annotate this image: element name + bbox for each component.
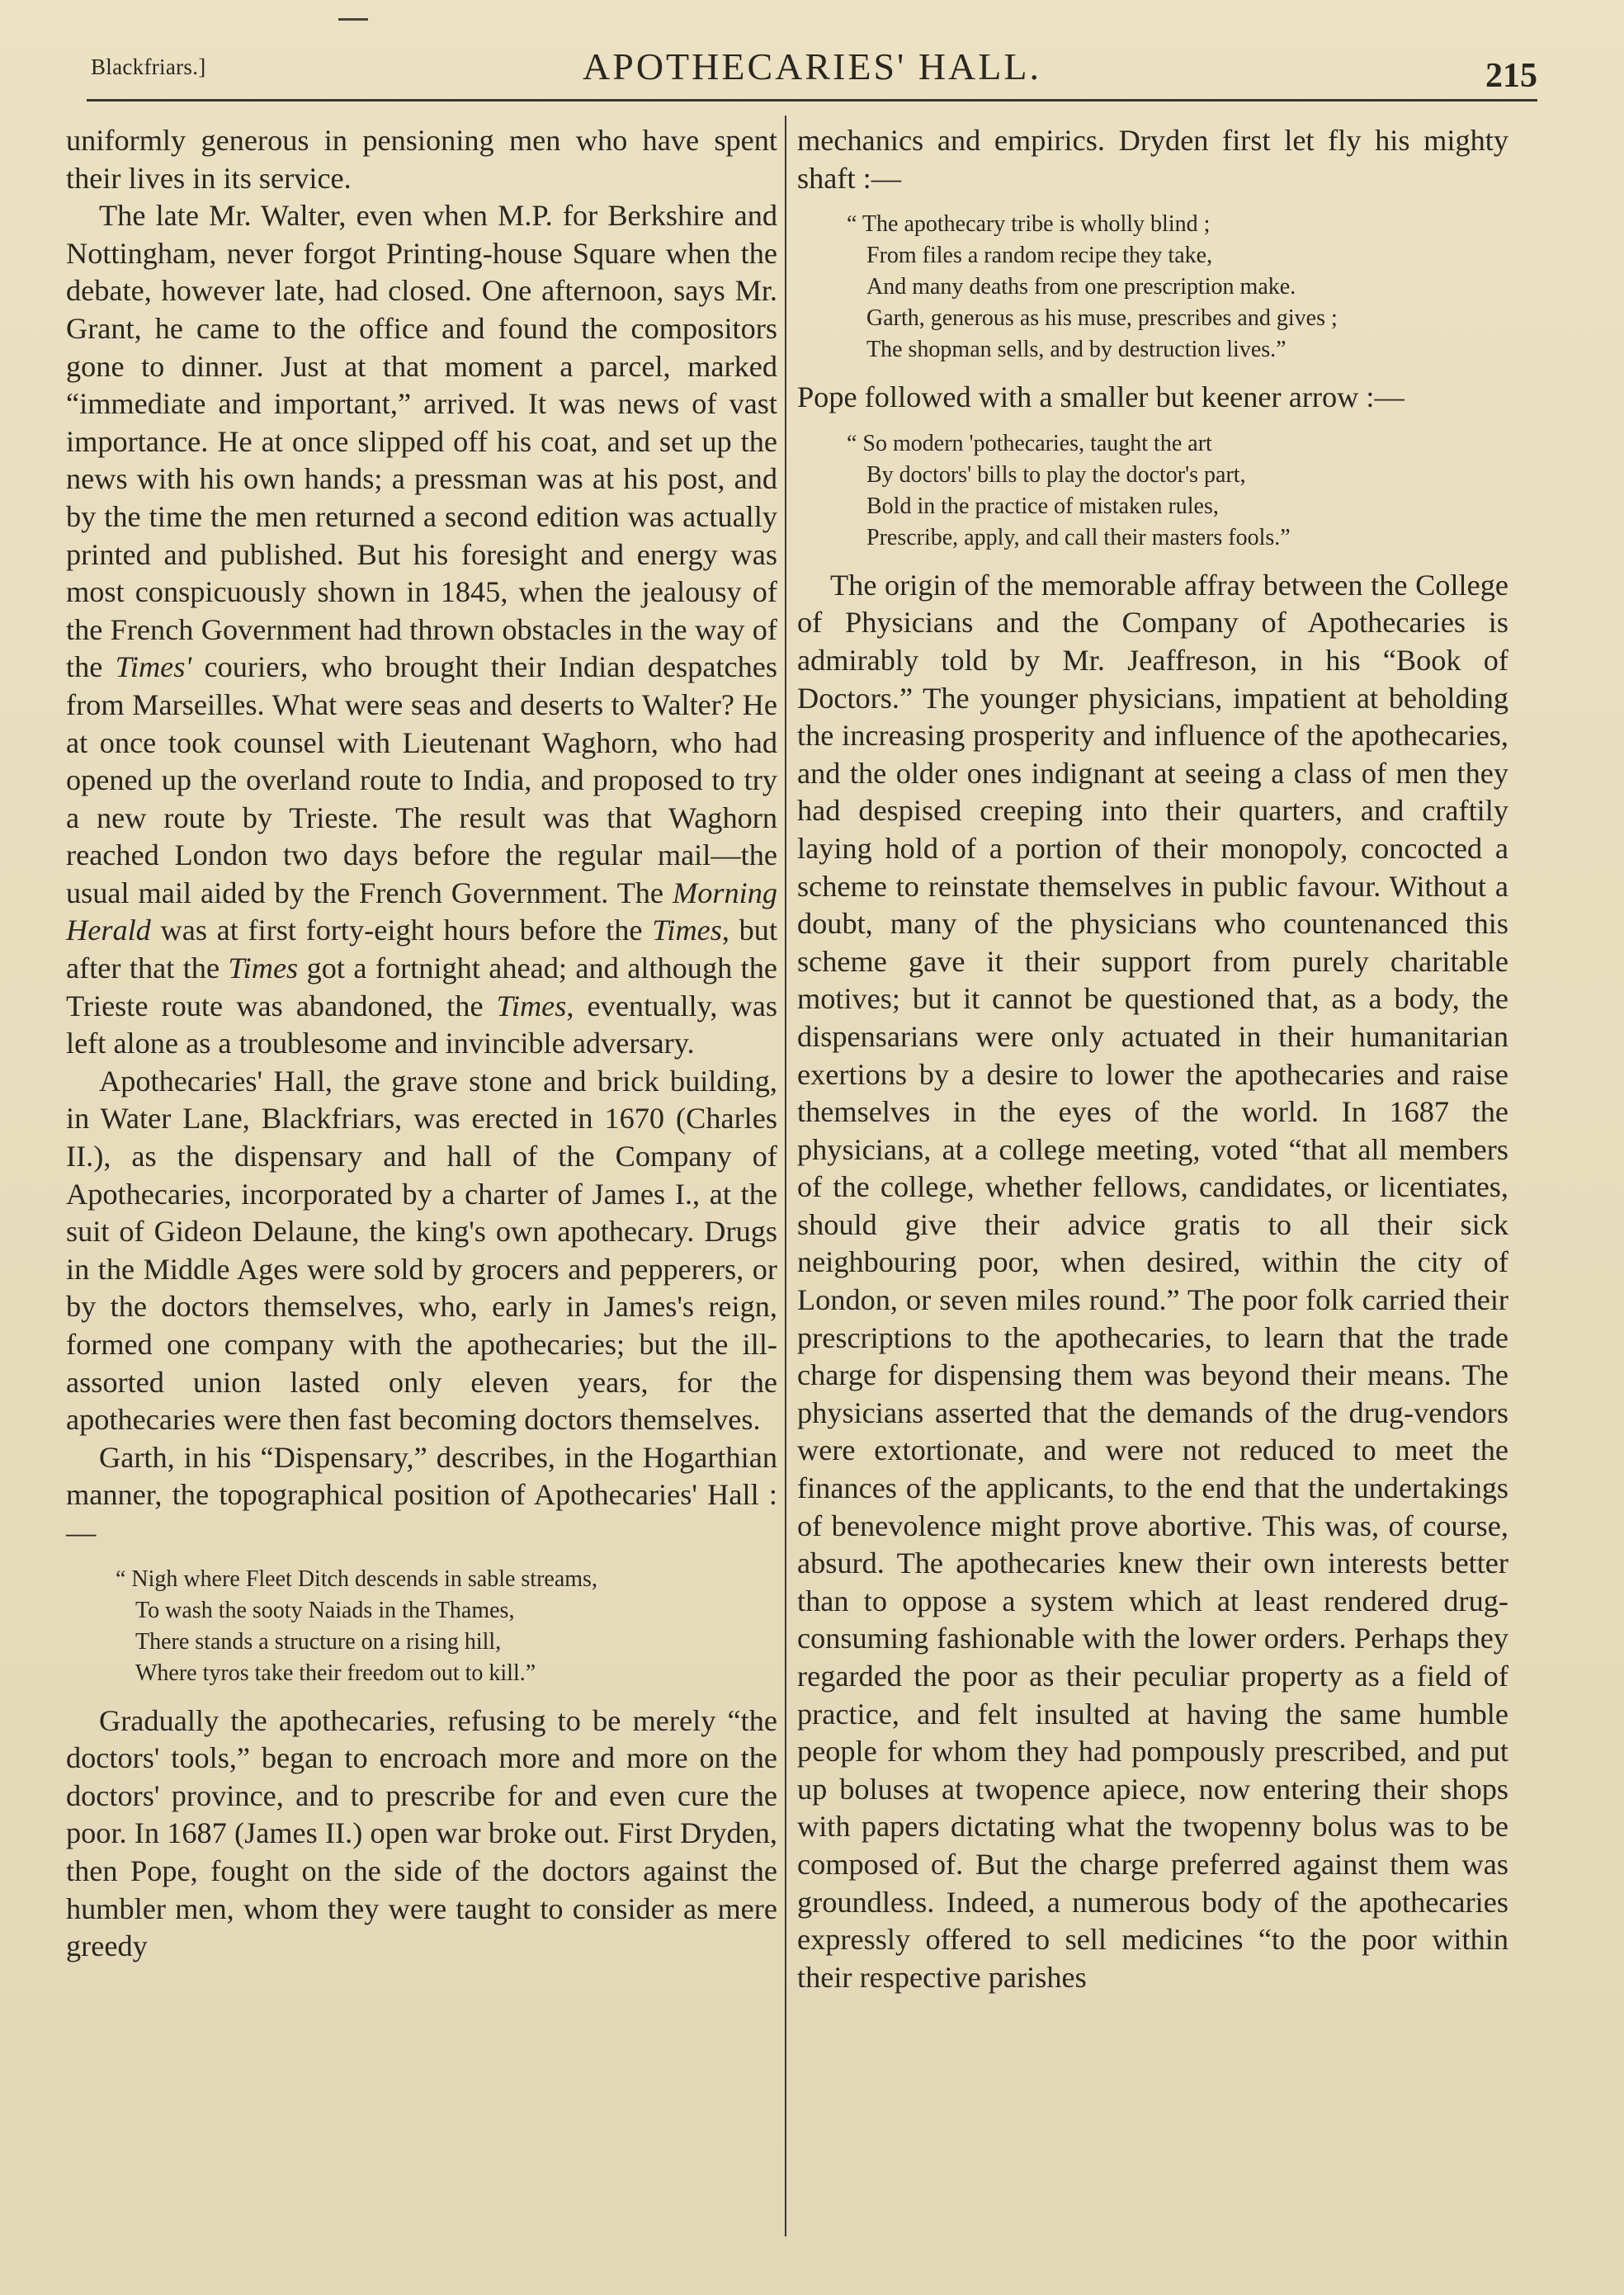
verse-line: There stands a structure on a rising hill, (135, 1628, 502, 1655)
paragraph-apothecaries-hall: Apothecaries' Hall, the grave stone and brick building, in Water Lane, Blackfriars, was erected in 1670 (Charles II.), as the dispensary and hall of the Company of Apothecaries, incorporated by a charter of James I., at the suit of Gideon Delaune, the king's own apothecary. Drugs in the Middle Ages were sold by grocers and pepperers, or by the doctors themselves, who, early in James's reign, formed one company with the apothecaries; but the ill-assorted union lasted only eleven years, for the apothecaries were then fast becoming doctors themselves. (66, 1064, 777, 1437)
paragraph-pope: Pope followed with a smaller but keener arrow :— (797, 380, 1404, 414)
verse-line: Bold in the practice of mistaken rules, (866, 493, 1219, 519)
verse-line: “ The apothecary tribe is wholly blind ; (847, 211, 1211, 238)
verse-line: Garth, generous as his muse, prescribes and gives ; (866, 305, 1338, 332)
paragraph-gradually: Gradually the apothecaries, refusing to be merely “the doctors' tools,” began to encroach more and more on the doctors' province, and to prescribe for and even cure the poor. In 1687 (James II.) open war broke out. First Dryden, then Pope, fought on the side of the doctors against the humbler men, whom they were taught to consider as mere greedy (66, 1703, 777, 1963)
paragraph: uniformly generous in pensioning men who have spent their lives in its service. (66, 124, 777, 195)
verse-line: To wash the sooty Naiads in the Thames, (135, 1597, 515, 1623)
page-title: APOTHECARIES' HALL. (583, 45, 1041, 87)
paragraph: mechanics and empirics. Dryden first let fly his mighty shaft :— (797, 124, 1508, 195)
running-head: Blackfriars.] (91, 54, 206, 79)
verse-line: By doctors' bills to play the doctor's part, (866, 461, 1246, 488)
paragraph-garth: Garth, in his “Dispensary,” describes, in the Hogarthian manner, the topographical position of Apothecaries' Hall :— (66, 1440, 777, 1549)
verse-line: Where tyros take their freedom out to kill.” (135, 1660, 536, 1686)
page-number: 215 (1485, 57, 1537, 95)
verse-dryden (847, 209, 1508, 366)
verse-line: From files a random recipe they take, (866, 243, 1213, 269)
paragraph-affray: The origin of the memorable affray between the College of Physicians and the Company of Apothecaries is admirably told by Mr. Jeaffreson, in his “Book of Doctors.” The younger physicians, impatient at beholding the increasing prosperity and influence of the apothecaries, and the older ones indignant at seeing a class of men they had despised creeping into their quarters, and craftily laying hold of a portion of their monopoly, concocted a scheme to reinstate themselves in public favour. Without a doubt, many of the physicians who countenanced this scheme gave it their support from purely charitable motives; but it cannot be questioned that, as a body, the dispensarians were only actuated in their humanitarian exertions by a desire to lower the apothecaries and raise themselves in the eyes of the world. In 1687 the physicians, at a college meeting, voted “that all members of the college, whether fellows, candidates, or licentiates, should give their advice gratis to all their sick neighbouring poor, when desired, within the city of London, or seven miles round.” The poor folk carried their prescriptions to the apothecaries, to learn that the trade charge for dispensing them was beyond their means. The physicians asserted that the demands of the drug-vendors were extortionate, and were not reduced to meet the finances of the applicants, to the end that the undertakings of benevolence might prove abortive. This was, of course, absurd. The apothecaries knew their own interests better than to oppose a system which at least rendered drug-consuming fashionable with the lower orders. Perhaps they regarded the poor as their peculiar property as a field of practice, and felt insulted at having the same humble people for whom they had pompously prescribed, and put up boluses at twopence apiece, now entering their shops with papers dictating what the twopenny bolus was to be composed of. But the charge preferred against them was groundless. Indeed, a numerous body of the apothecaries expressly offered to sell medicines “to the poor within their respective parishes (797, 568, 1508, 1994)
times-title: Times (228, 952, 299, 985)
verse-line: “ Nigh where Fleet Ditch descends in sable streams, (116, 1565, 597, 1592)
verse-line: And many deaths from one prescription make. (866, 274, 1296, 300)
verse-line: “ So modern 'pothecaries, taught the art (847, 430, 1212, 456)
times-title: Times (496, 989, 567, 1022)
left-column (66, 122, 777, 1966)
verse-garth (116, 1564, 777, 1689)
ink-mark (338, 18, 368, 21)
times-title: Times (652, 914, 722, 947)
page-header (87, 45, 1537, 102)
verse-pope (847, 428, 1508, 554)
right-column (797, 122, 1508, 1996)
verse-line: The shopman sells, and by destruction lives.” (866, 337, 1286, 363)
paragraph-walter: The late Mr. Walter, even when M.P. for Berkshire and Nottingham, never forgot Printing-house Square when the debate, however late, had closed. One afternoon, says Mr. Grant, he came to the office and found the compositors gone to dinner. Just at that moment a parcel, marked “immediate and important,” arrived. It was news of vast importance. He at once slipped off his coat, and set up the news with his own hands; a pressman was at his post, and by the time the men returned a second edition was actually printed and published. But his foresight and energy was most conspicuously shown in 1845, when the jealousy of the French Government had thrown obstacles in the way of the Times' couriers, who brought their Indian despatches from Marseilles. What were seas and deserts to Walter? He at once took counsel with Lieutenant Waghorn, who had opened up the overland route to India, and proposed to try a new route by Trieste. The result was that Waghorn reached London two days before the regular mail—the usual mail aided by the French Government. The Morning Herald was at first forty-eight hours before the Times, but after that the Times got a fortnight ahead; and although the Trieste route was abandoned, the Times, eventually, was left alone as a troublesome and invincible adversary. (66, 199, 778, 1060)
times-title: Times' (115, 650, 192, 684)
column-divider (785, 116, 786, 2236)
verse-line: Prescribe, apply, and call their masters fools.” (866, 524, 1291, 550)
morning-herald-title: Morning Herald (66, 876, 777, 947)
